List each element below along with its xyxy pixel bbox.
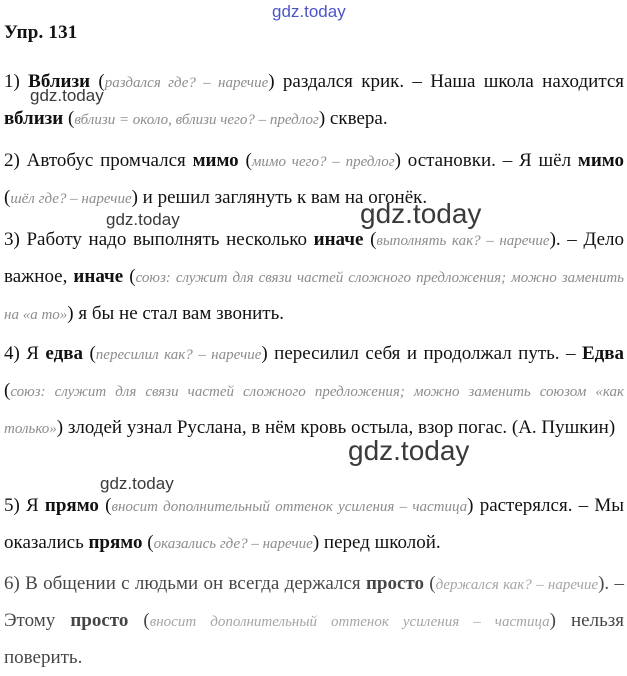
keyword: Вблизи — [28, 71, 91, 92]
keyword: иначе — [73, 266, 124, 287]
watermark: gdz.today — [100, 474, 174, 493]
paragraph-5: 5) Я прямо (вносит дополнительный оттенок усиления – частица) растерялся. – Мы оказались прямо (оказались где? – наречие) перед школой. — [4, 495, 625, 553]
watermark-top: gdz.today — [272, 2, 346, 21]
paragraph-6: 6) В общении с людьми он всегда держался просто (держался как? – наречие). – Этому просто (вносит дополнительный оттенок усиления – частица) нельзя поверить. — [4, 573, 624, 668]
exercise-title: Упр. 131 — [4, 22, 78, 43]
watermark: gdz.today — [348, 435, 470, 466]
keyword: мимо — [577, 150, 624, 171]
grammar-note: вносит дополнительный оттенок усиления – частица — [149, 614, 550, 630]
keyword: иначе — [313, 229, 364, 250]
paragraph-1: 1) Вблизи (раздался где? – наречие) раздался крик. – Наша школа находится вблизи (вблизи = около, вблизи чего? – предлог) сквера. — [4, 71, 625, 129]
grammar-note: раздался где? – наречие — [104, 75, 269, 91]
keyword: Едва — [581, 343, 625, 364]
grammar-note: шёл где? – наречие — [10, 191, 132, 207]
grammar-note: пересилил как? – наречие — [95, 347, 262, 363]
keyword: едва — [45, 343, 83, 364]
grammar-note: мимо чего? – предлог — [251, 154, 395, 170]
keyword: вблизи — [4, 108, 64, 129]
grammar-note: держался как? – наречие — [435, 577, 599, 593]
watermark: gdz.today — [360, 198, 482, 229]
paragraph-4: 4) Я едва (пересилил как? – наречие) пересилил себя и продолжал путь. – Едва (союз: служит для связи частей сложного предложения; можно заменить союзом «как только») злодей узнал Руслана, в нём кровь остыла, взор погас. (А. Пушкин) — [4, 343, 625, 438]
keyword: прямо — [44, 495, 99, 516]
watermark: gdz.today — [106, 210, 180, 229]
grammar-note: вблизи = около, вблизи чего? – предлог — [74, 112, 319, 128]
keyword: прямо — [88, 532, 143, 553]
paragraph-3: 3) Работу надо выполнять несколько иначе (выполнять как? – наречие). – Дело важное, иначе (союз: служит для связи частей сложного предложения; можно заменить на «а то») я бы не стал вам звонить. — [4, 229, 624, 324]
grammar-note: союз: служит для связи частей сложного предложения; можно заменить на «а то» — [4, 270, 624, 323]
grammar-note: союз: служит для связи частей сложного предложения; можно заменить союзом «как только» — [4, 384, 624, 437]
paragraph-2: 2) Автобус промчался мимо (мимо чего? – предлог) остановки. – Я шёл мимо (шёл где? – наречие) и решил заглянуть к вам на огонёк. — [4, 150, 624, 208]
grammar-note: выполнять как? – наречие — [376, 233, 550, 249]
keyword: просто — [365, 573, 424, 594]
grammar-note: оказались где? – наречие — [153, 536, 313, 552]
keyword: просто — [70, 610, 129, 631]
keyword: мимо — [192, 150, 239, 171]
watermark: gdz.today — [30, 86, 104, 105]
grammar-note: вносит дополнительный оттенок усиления – частица — [111, 499, 468, 515]
